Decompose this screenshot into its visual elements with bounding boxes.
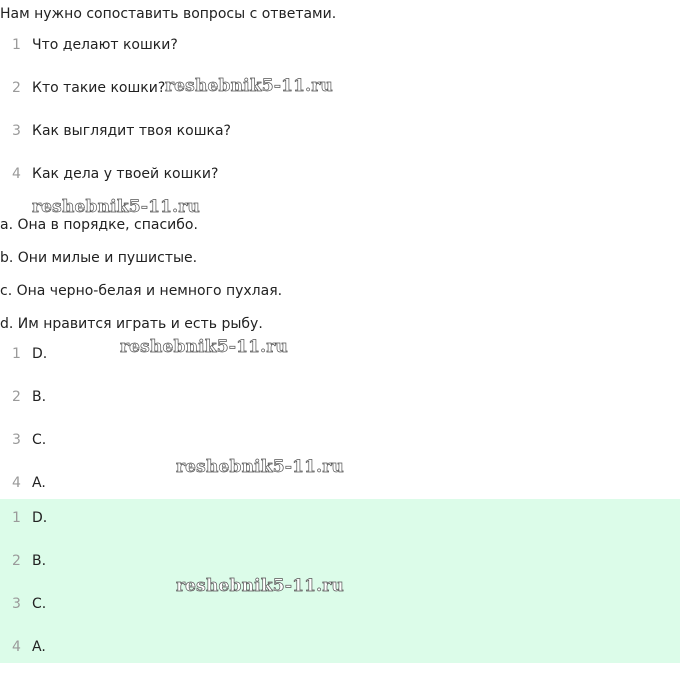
question-row <box>0 79 680 97</box>
answer-text: A. <box>32 639 46 655</box>
option-line: c. Она черно-белая и немного пухлая. <box>0 283 283 299</box>
answer-number: 2 <box>12 389 21 405</box>
answer-number: 2 <box>12 553 21 569</box>
answer-text: B. <box>32 389 47 405</box>
question-number: 3 <box>12 123 21 139</box>
option-line: d. Им нравится играть и есть рыбу. <box>0 316 263 332</box>
answer-text: A. <box>32 475 46 491</box>
answer-number: 1 <box>12 510 21 526</box>
answer-number: 1 <box>12 346 21 362</box>
answer-row <box>0 345 680 363</box>
answer-row <box>0 595 680 613</box>
question-number: 1 <box>12 37 21 53</box>
answer-number: 3 <box>12 432 21 448</box>
answer-number: 3 <box>12 596 21 612</box>
question-row <box>0 165 680 183</box>
question-text: Что делают кошки? <box>32 37 178 53</box>
question-number: 2 <box>12 80 21 96</box>
answer-row <box>0 388 680 406</box>
answer-text: C. <box>32 432 47 448</box>
answer-number: 4 <box>12 639 21 655</box>
question-text: Как выглядит твоя кошка? <box>32 123 231 139</box>
answer-row <box>0 431 680 449</box>
answer-number: 4 <box>12 475 21 491</box>
answer-row <box>0 552 680 570</box>
answer-text: B. <box>32 553 47 569</box>
answer-row <box>0 638 680 656</box>
answer-row <box>0 509 680 527</box>
intro-text: Нам нужно сопоставить вопросы с ответами. <box>0 6 337 22</box>
answer-text: C. <box>32 596 47 612</box>
question-row <box>0 122 680 140</box>
watermark-text: reshebnik5-11.ru <box>176 457 344 477</box>
question-row <box>0 36 680 54</box>
option-line: b. Они милые и пушистые. <box>0 250 198 266</box>
answer-text: D. <box>32 346 48 362</box>
watermark-text: reshebnik5-11.ru <box>176 576 344 596</box>
watermark-text: reshebnik5-11.ru <box>120 337 288 357</box>
watermark-text: reshebnik5-11.ru <box>32 197 200 217</box>
question-text: Кто такие кошки? <box>32 80 166 96</box>
question-number: 4 <box>12 166 21 182</box>
option-line: a. Она в порядке, спасибо. <box>0 217 198 233</box>
answer-text: D. <box>32 510 48 526</box>
watermark-text: reshebnik5-11.ru <box>165 76 333 96</box>
question-text: Как дела у твоей кошки? <box>32 166 219 182</box>
